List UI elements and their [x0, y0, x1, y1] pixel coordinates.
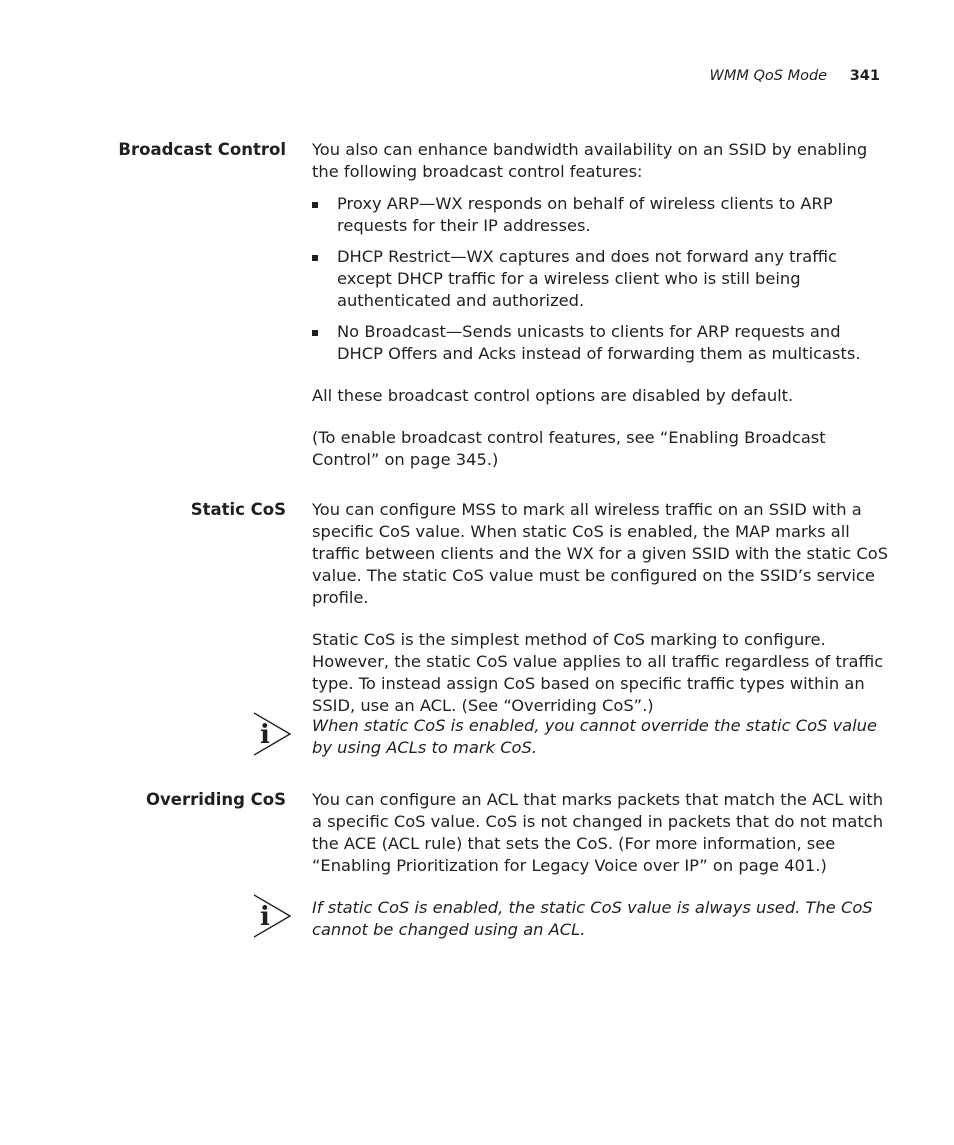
default-paragraph: All these broadcast control options are disabled by default. [312, 386, 794, 405]
list-item [312, 246, 890, 312]
intro-paragraph: You also can enhance bandwidth availability on an SSID by enabling the following broadcast control features: [312, 140, 868, 181]
list-item-text: Proxy ARP—WX responds on behalf of wireless clients to ARP requests for their IP addresses. [337, 194, 833, 235]
body-paragraph: Static CoS is the simplest method of CoS marking to configure. However, the static CoS value applies to all traffic regardless of traffic type. To instead assign CoS based on specific traffic types within an SSID, use an ACL. (See “Overriding CoS”.) [312, 630, 884, 715]
section-body [312, 139, 890, 471]
note-text: If static CoS is enabled, the static CoS value is always used. The CoS cannot be changed using an ACL. [312, 898, 873, 939]
section-heading: Overriding CoS [145, 790, 286, 809]
feature-list [312, 193, 890, 365]
page-header [710, 66, 880, 86]
section-body [312, 789, 890, 877]
section-heading: Static CoS [190, 500, 286, 519]
body-paragraph: You can configure an ACL that marks packets that match the ACL with a specific CoS value. CoS is not changed in packets that do not match the ACE (ACL rule) that sets the CoS. (For more information, see “Enabling Prioritization for Legacy Voice over IP” on page 401.) [312, 790, 884, 875]
body-paragraph: You can configure MSS to mark all wireless traffic on an SSID with a specific CoS value. When static CoS is enabled, the MAP marks all traffic between clients and the WX for a given SSID with the static CoS value. The static CoS value must be configured on the SSID’s service profile. [312, 500, 889, 607]
square-bullet-icon [312, 330, 318, 336]
list-item [312, 321, 890, 365]
page-number: 341 [849, 68, 880, 84]
list-item [312, 193, 890, 237]
info-note-icon [252, 893, 292, 939]
square-bullet-icon [312, 255, 318, 261]
list-item-text: DHCP Restrict—WX captures and does not forward any traffic except DHCP traffic for a wireless client who is still being authenticated and authorized. [337, 247, 837, 310]
list-item-text: No Broadcast—Sends unicasts to clients for ARP requests and DHCP Offers and Acks instead of forwarding them as multicasts. [337, 322, 861, 363]
note-text: When static CoS is enabled, you cannot override the static CoS value by using ACLs to mark CoS. [312, 716, 878, 757]
svg-text:i: i [260, 902, 270, 932]
reference-paragraph: (To enable broadcast control features, see “Enabling Broadcast Control” on page 345.) [312, 428, 826, 469]
svg-text:i: i [260, 720, 270, 750]
running-title: WMM QoS Mode [709, 68, 828, 84]
section-body [312, 499, 890, 717]
square-bullet-icon [312, 202, 318, 208]
section-heading: Broadcast Control [118, 140, 286, 159]
info-note-icon [252, 711, 292, 757]
